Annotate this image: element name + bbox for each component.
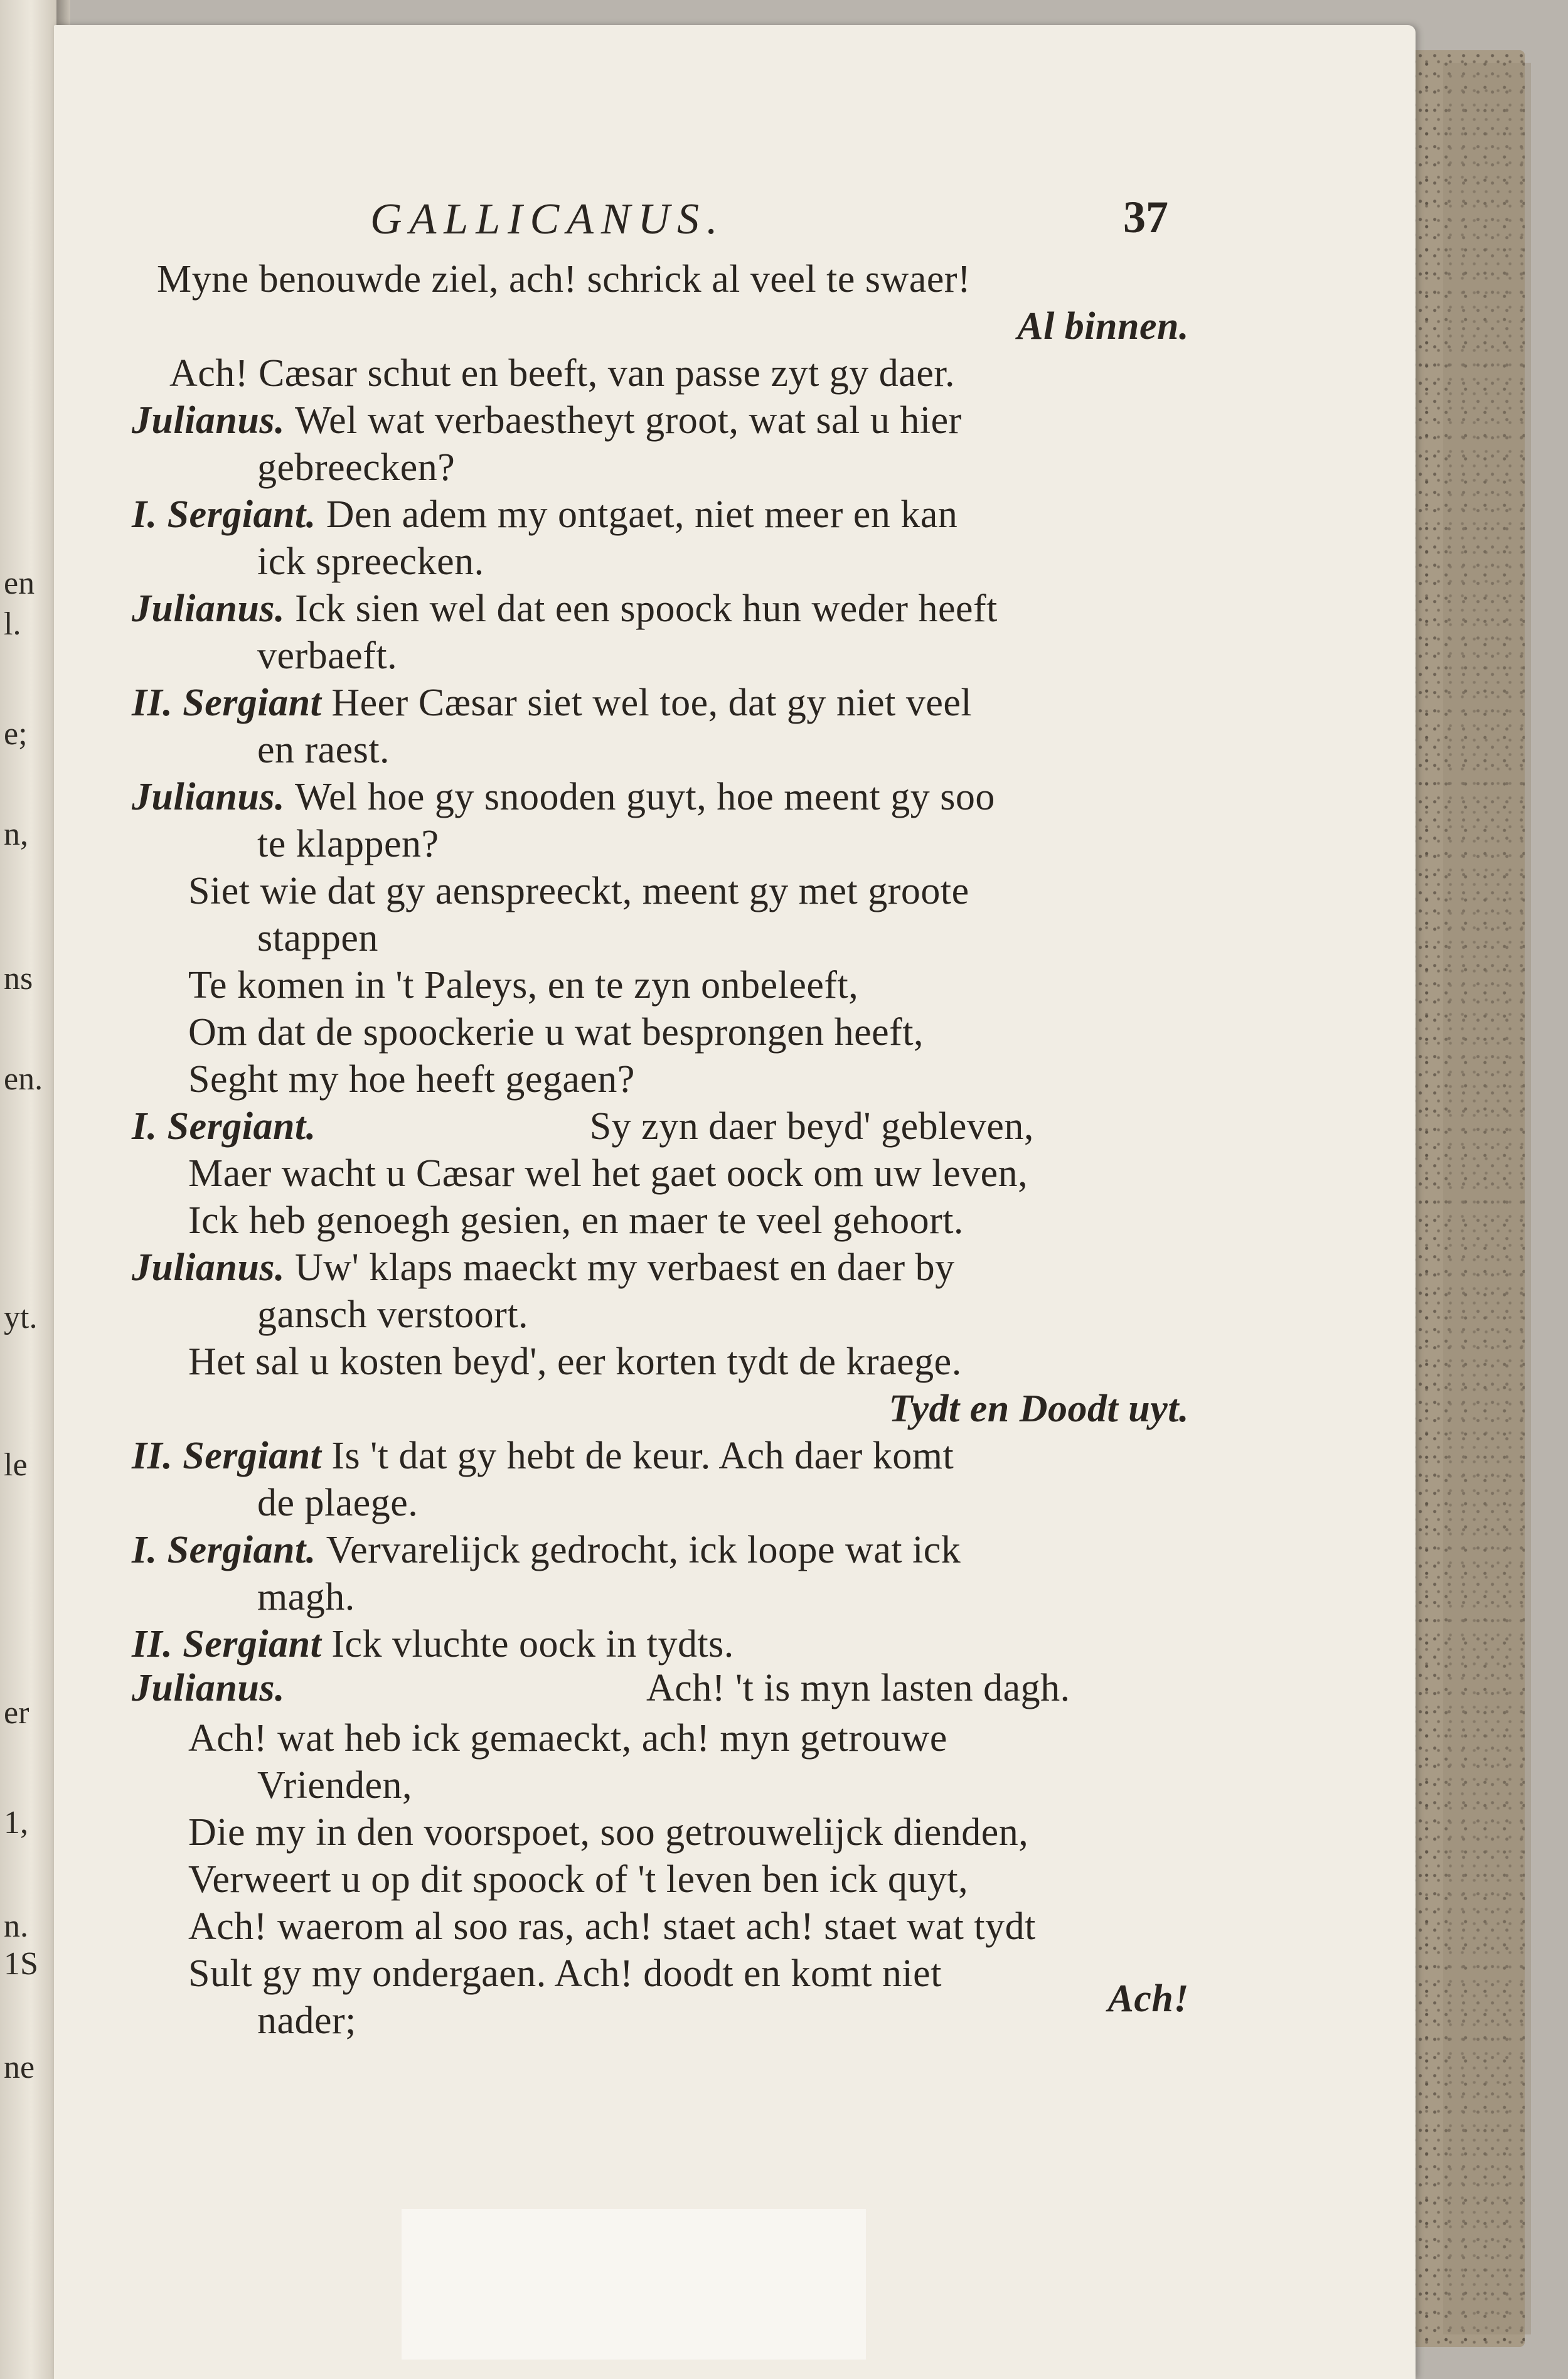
text-line [188,1199,964,1243]
margin-fragment: le [4,1447,28,1483]
speech-text: Heer Cæsar siet wel toe, dat gy niet veel [331,682,973,724]
text-line [132,1246,955,1290]
book-cover-shadow [1443,63,1531,2334]
speaker-name: Julianus. [132,1246,296,1289]
speech-text: Vervarelijck gedrocht, ick loope wat ick [326,1529,961,1571]
text-line [157,257,971,302]
speech-text: Ick sien wel dat een spoock hun weder heeft [295,587,998,630]
text-line [188,1010,924,1055]
text-line [188,1716,947,1761]
text-line [257,916,378,961]
margin-fragment: l. [4,606,21,642]
text-line [132,398,962,443]
paper-label-patch [402,2209,866,2360]
text-line [188,963,858,1008]
text-line [188,1858,968,1902]
text-line [132,587,998,631]
speaker-name: Julianus. [132,399,296,442]
stage-direction-text: Al binnen. [1017,305,1189,348]
speaker-name: Julianus. [132,587,296,630]
text-line [257,1293,528,1337]
speech-text: Die my in den voorspoet, soo getrouwelijck dienden, [188,1811,1029,1854]
text-line [188,1952,942,1996]
speech-text: Den adem my ontgaet, niet meer en kan [326,493,958,536]
adjacent-left-page [0,0,56,2379]
speech-text: gansch verstoort. [257,1293,529,1336]
stage-direction-text: Tydt en Doodt uyt. [888,1387,1189,1430]
speech-text: Ick vluchte oock in tydts. [331,1623,734,1665]
speech-text: Ick heb genoegh gesien, en maer te veel gehoort. [188,1199,964,1242]
text-line [188,1340,962,1384]
speech-text: Het sal u kosten beyd', eer korten tydt de kraege. [188,1340,962,1383]
speech-text: Ach! wat heb ick gemaeckt, ach! myn getrouwe [188,1717,947,1760]
running-head-title: GALLICANUS. [370,195,725,243]
speech-text: Myne benouwde ziel, ach! schrick al veel te swaer! [157,258,971,301]
stage-direction [888,1387,1189,1431]
text-line [257,1575,355,1620]
speech-text: Sult gy my ondergaen. Ach! doodt en komt niet [188,1952,942,1995]
text-line [188,1905,1036,1949]
text-line [257,1481,418,1526]
text-line [132,1622,734,1667]
speech-text: Ach! 't is myn lasten dagh. [646,1667,1070,1709]
text-line [169,351,955,396]
text-line [257,634,397,678]
margin-fragment: 1, [4,1805,28,1841]
text-line [257,446,455,490]
margin-fragment: ne [4,2050,35,2085]
speaker-name: Julianus. [132,1667,296,1709]
speaker-name: Julianus. [132,776,296,818]
text-line [188,1810,1028,1855]
speech-text: Vrienden, [257,1764,412,1807]
speech-text: Om dat de spoockerie u wat besprongen heeft, [188,1011,924,1054]
speech-text: ick spreecken. [257,540,484,583]
margin-fragment: er [4,1695,29,1731]
speaker-name: II. Sergiant [132,1623,332,1665]
stage-direction-text: Ach! [1107,1977,1189,2020]
speech-text: nader; [257,1999,356,2042]
speech-text: Ach! Cæsar schut en beeft, van passe zyt gy daer. [169,352,956,395]
speech-text: stappen [257,917,378,960]
speaker-name: I. Sergiant. [132,1529,326,1571]
text-line [188,1152,1028,1196]
text-line [188,869,969,914]
speech-text: Siet wie dat gy aenspreeckt, meent gy met groote [188,870,969,912]
text-line [132,1434,954,1478]
speech-text: en raest. [257,729,390,771]
stage-direction [1017,304,1189,349]
margin-fragment: n, [4,816,28,852]
text-line [257,1999,356,2043]
text-line [132,1666,1070,1711]
speech-text: Uw' klaps maeckt my verbaest en daer by [295,1246,955,1289]
text-line [132,775,995,820]
margin-fragment: ns [4,961,33,997]
speaker-name: I. Sergiant. [132,1105,326,1148]
margin-fragment: en [4,565,35,601]
speech-text: Te komen in 't Paleys, en te zyn onbeleeft, [188,964,859,1007]
speech-text: Wel hoe gy snooden guyt, hoe meent gy soo [295,776,995,818]
speech-text: magh. [257,1576,355,1618]
text-line [257,822,439,867]
text-line [257,728,390,773]
speech-text: de plaege. [257,1482,419,1524]
text-line [132,681,972,725]
speech-text: verbaeft. [257,634,398,677]
margin-fragment: n. [4,1908,28,1944]
speech-text: Verweert u op dit spoock of 't leven ben ick quyt, [188,1858,969,1901]
page-number: 37 [1123,192,1168,242]
speech-text: Ach! waerom al soo ras, ach! staet ach! staet wat tydt [188,1905,1036,1948]
margin-fragment: yt. [4,1300,38,1335]
speaker-name: I. Sergiant. [132,493,326,536]
text-line [257,540,484,584]
speech-text: Maer wacht u Cæsar wel het gaet oock om uw leven, [188,1152,1028,1195]
speech-text: Seght my hoe heeft gegaen? [188,1058,635,1101]
text-line [188,1057,635,1102]
text-line [257,1763,412,1808]
speech-text: Is 't dat gy hebt de keur. Ach daer komt [331,1435,954,1477]
margin-fragment: en. [4,1061,43,1097]
stage-direction [1108,1977,1189,2021]
speech-text: gebreecken? [257,446,456,489]
margin-fragment: e; [4,716,28,752]
margin-fragment: 1S [4,1946,38,1982]
text-line [132,493,957,537]
speaker-name: II. Sergiant [132,682,332,724]
text-line [132,1104,1034,1149]
speech-text: te klappen? [257,823,439,865]
speech-text: Wel wat verbaestheyt groot, wat sal u hier [295,399,962,442]
speaker-name: II. Sergiant [132,1435,332,1477]
text-line [132,1528,961,1573]
speech-text: Sy zyn daer beyd' gebleven, [589,1105,1034,1148]
